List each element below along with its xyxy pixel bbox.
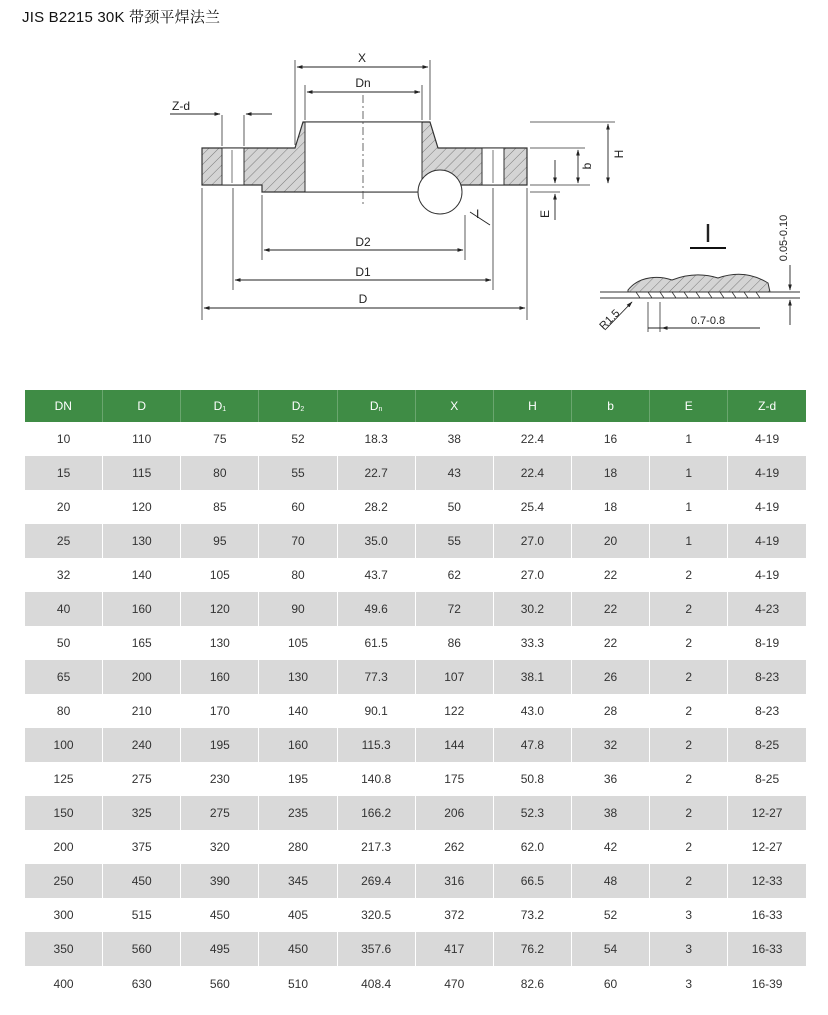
table-cell: 120 <box>103 490 181 524</box>
table-cell: 12-33 <box>728 864 806 898</box>
table-cell: 65 <box>25 660 103 694</box>
table-cell: 16 <box>571 422 649 456</box>
table-cell: 1 <box>650 490 728 524</box>
table-cell: 560 <box>103 932 181 966</box>
table-cell: 195 <box>181 728 259 762</box>
table-cell: 320.5 <box>337 898 415 932</box>
table-cell: 105 <box>181 558 259 592</box>
table-row <box>25 932 807 966</box>
table-cell: 269.4 <box>337 864 415 898</box>
table-cell: 32 <box>25 558 103 592</box>
table-cell: 43 <box>415 456 493 490</box>
table-row <box>25 660 807 694</box>
table-cell: 18.3 <box>337 422 415 456</box>
header-x: X <box>415 390 493 422</box>
table-cell: 495 <box>181 932 259 966</box>
table-cell: 115 <box>103 456 181 490</box>
header-d: D <box>103 390 181 422</box>
table-cell: 61.5 <box>337 626 415 660</box>
table-cell: 230 <box>181 762 259 796</box>
table-cell: 400 <box>25 966 103 1002</box>
table-cell: 72 <box>415 592 493 626</box>
table-cell: 38 <box>415 422 493 456</box>
table-cell: 165 <box>103 626 181 660</box>
table-cell: 150 <box>25 796 103 830</box>
header-dn: DN <box>25 390 103 422</box>
table-cell: 16-39 <box>728 966 806 1002</box>
table-cell: 2 <box>650 558 728 592</box>
table-cell: 130 <box>103 524 181 558</box>
table-cell: 4-19 <box>728 456 806 490</box>
table-row <box>25 490 807 524</box>
dim-d2-label: D2 <box>355 235 371 249</box>
table-cell: 320 <box>181 830 259 864</box>
table-cell: 27.0 <box>493 524 571 558</box>
table-row <box>25 558 807 592</box>
flange-section <box>202 95 527 214</box>
table-cell: 140 <box>103 558 181 592</box>
table-cell: 90 <box>259 592 337 626</box>
table-cell: 47.8 <box>493 728 571 762</box>
table-cell: 60 <box>259 490 337 524</box>
table-cell: 4-19 <box>728 558 806 592</box>
table-cell: 12-27 <box>728 796 806 830</box>
gap-label: 0.05-0.10 <box>778 214 790 262</box>
table-cell: 4-19 <box>728 524 806 558</box>
table-cell: 2 <box>650 660 728 694</box>
dimension-table <box>24 390 806 1002</box>
table-cell: 300 <box>25 898 103 932</box>
table-cell: 52.3 <box>493 796 571 830</box>
table-cell: 22.4 <box>493 456 571 490</box>
table-cell: 4-19 <box>728 490 806 524</box>
table-cell: 86 <box>415 626 493 660</box>
table-cell: 8-23 <box>728 694 806 728</box>
table-cell: 30.2 <box>493 592 571 626</box>
table-cell: 275 <box>103 762 181 796</box>
table-cell: 2 <box>650 864 728 898</box>
table-cell: 52 <box>571 898 649 932</box>
table-row <box>25 456 807 490</box>
dim-h-label: H <box>612 149 626 159</box>
pitch-label: 0.7-0.8 <box>690 315 726 327</box>
table-cell: 8-23 <box>728 660 806 694</box>
table-cell: 1 <box>650 422 728 456</box>
table-cell: 3 <box>650 966 728 1002</box>
table-cell: 125 <box>25 762 103 796</box>
table-cell: 85 <box>181 490 259 524</box>
table-cell: 120 <box>181 592 259 626</box>
table-cell: 22.7 <box>337 456 415 490</box>
table-cell: 50 <box>25 626 103 660</box>
header-e: E <box>650 390 728 422</box>
table-cell: 4-23 <box>728 592 806 626</box>
table-cell: 510 <box>259 966 337 1002</box>
table-cell: 10 <box>25 422 103 456</box>
table-cell: 107 <box>415 660 493 694</box>
table-cell: 55 <box>259 456 337 490</box>
table-cell: 166.2 <box>337 796 415 830</box>
table-cell: 206 <box>415 796 493 830</box>
table-cell: 52 <box>259 422 337 456</box>
table-row <box>25 966 807 1002</box>
table-cell: 275 <box>181 796 259 830</box>
table-cell: 48 <box>571 864 649 898</box>
table-cell: 8-25 <box>728 728 806 762</box>
table-cell: 43.0 <box>493 694 571 728</box>
table-row <box>25 864 807 898</box>
table-cell: 38.1 <box>493 660 571 694</box>
table-cell: 217.3 <box>337 830 415 864</box>
header-dn-bore: $D_n$ <box>337 390 415 422</box>
table-cell: 450 <box>181 898 259 932</box>
table-cell: 350 <box>25 932 103 966</box>
table-cell: 170 <box>181 694 259 728</box>
table-cell: 470 <box>415 966 493 1002</box>
table-cell: 32 <box>571 728 649 762</box>
table-cell: 50 <box>415 490 493 524</box>
table-row <box>25 422 807 456</box>
table-cell: 22 <box>571 558 649 592</box>
detail-i-label: I <box>476 207 480 221</box>
flange-drawing <box>0 40 828 350</box>
table-cell: 35.0 <box>337 524 415 558</box>
table-cell: 70 <box>259 524 337 558</box>
table-cell: 20 <box>25 490 103 524</box>
table-cell: 26 <box>571 660 649 694</box>
table-cell: 95 <box>181 524 259 558</box>
table-cell: 357.6 <box>337 932 415 966</box>
table-cell: 140 <box>259 694 337 728</box>
table-cell: 8-19 <box>728 626 806 660</box>
page-title: JIS B2215 30K 带颈平焊法兰 <box>22 9 221 26</box>
table-cell: 105 <box>259 626 337 660</box>
dim-x-label: X <box>357 51 367 65</box>
table-cell: 115.3 <box>337 728 415 762</box>
table-cell: 76.2 <box>493 932 571 966</box>
detail-view-mark: I <box>704 218 712 248</box>
table-cell: 130 <box>181 626 259 660</box>
dim-e-label: E <box>538 209 552 219</box>
dim-b-label: b <box>580 162 594 170</box>
table-cell: 240 <box>103 728 181 762</box>
table-cell: 280 <box>259 830 337 864</box>
dim-dn-label: Dn <box>355 76 371 90</box>
table-cell: 515 <box>103 898 181 932</box>
table-cell: 25.4 <box>493 490 571 524</box>
header-zd: Z-d <box>728 390 806 422</box>
header-d2: $D_2$ <box>259 390 337 422</box>
table-cell: 372 <box>415 898 493 932</box>
table-cell: 195 <box>259 762 337 796</box>
table-cell: 110 <box>103 422 181 456</box>
table-cell: 235 <box>259 796 337 830</box>
header-h: H <box>493 390 571 422</box>
table-cell: 2 <box>650 694 728 728</box>
table-cell: 16-33 <box>728 932 806 966</box>
table-cell: 2 <box>650 762 728 796</box>
table-cell: 200 <box>103 660 181 694</box>
table-cell: 130 <box>259 660 337 694</box>
table-cell: 2 <box>650 796 728 830</box>
table-cell: 175 <box>415 762 493 796</box>
table-cell: 62 <box>415 558 493 592</box>
table-cell: 160 <box>181 660 259 694</box>
table-cell: 390 <box>181 864 259 898</box>
table-cell: 28.2 <box>337 490 415 524</box>
table-cell: 375 <box>103 830 181 864</box>
table-cell: 40 <box>25 592 103 626</box>
table-cell: 345 <box>259 864 337 898</box>
table-row <box>25 796 807 830</box>
table-cell: 144 <box>415 728 493 762</box>
table-cell: 55 <box>415 524 493 558</box>
table-header-row <box>25 390 807 422</box>
table-cell: 2 <box>650 592 728 626</box>
table-cell: 22 <box>571 626 649 660</box>
table-cell: 18 <box>571 456 649 490</box>
table-cell: 140.8 <box>337 762 415 796</box>
header-b: b <box>571 390 649 422</box>
table-cell: 3 <box>650 932 728 966</box>
table-row <box>25 830 807 864</box>
table-cell: 36 <box>571 762 649 796</box>
table-cell: 1 <box>650 456 728 490</box>
table-cell: 2 <box>650 626 728 660</box>
table-cell: 54 <box>571 932 649 966</box>
table-cell: 43.7 <box>337 558 415 592</box>
radius-label: R1.5 <box>597 307 623 333</box>
table-cell: 200 <box>25 830 103 864</box>
table-cell: 82.6 <box>493 966 571 1002</box>
table-cell: 560 <box>181 966 259 1002</box>
table-row <box>25 762 807 796</box>
table-cell: 20 <box>571 524 649 558</box>
table-cell: 122 <box>415 694 493 728</box>
table-row <box>25 524 807 558</box>
table-cell: 405 <box>259 898 337 932</box>
table-cell: 316 <box>415 864 493 898</box>
table-cell: 4-19 <box>728 422 806 456</box>
table-cell: 630 <box>103 966 181 1002</box>
dim-d-label: D <box>358 292 368 306</box>
table-cell: 49.6 <box>337 592 415 626</box>
table-cell: 33.3 <box>493 626 571 660</box>
header-d1: $D_1$ <box>181 390 259 422</box>
table-cell: 80 <box>259 558 337 592</box>
table-cell: 27.0 <box>493 558 571 592</box>
table-row <box>25 728 807 762</box>
table-row <box>25 592 807 626</box>
table-cell: 50.8 <box>493 762 571 796</box>
table-cell: 1 <box>650 524 728 558</box>
table-cell: 75 <box>181 422 259 456</box>
table-cell: 100 <box>25 728 103 762</box>
table-cell: 210 <box>103 694 181 728</box>
table-cell: 250 <box>25 864 103 898</box>
table-cell: 15 <box>25 456 103 490</box>
table-cell: 66.5 <box>493 864 571 898</box>
table-cell: 450 <box>259 932 337 966</box>
table-row <box>25 898 807 932</box>
table-cell: 8-25 <box>728 762 806 796</box>
table-cell: 90.1 <box>337 694 415 728</box>
table-cell: 408.4 <box>337 966 415 1002</box>
table-cell: 80 <box>25 694 103 728</box>
table-cell: 450 <box>103 864 181 898</box>
table-cell: 60 <box>571 966 649 1002</box>
table-cell: 262 <box>415 830 493 864</box>
table-cell: 160 <box>103 592 181 626</box>
dim-d1-label: D1 <box>355 265 371 279</box>
table-cell: 22 <box>571 592 649 626</box>
table-cell: 2 <box>650 830 728 864</box>
table-cell: 25 <box>25 524 103 558</box>
table-cell: 16-33 <box>728 898 806 932</box>
table-cell: 160 <box>259 728 337 762</box>
table-cell: 417 <box>415 932 493 966</box>
table-row <box>25 694 807 728</box>
table-cell: 12-27 <box>728 830 806 864</box>
table-cell: 28 <box>571 694 649 728</box>
table-cell: 38 <box>571 796 649 830</box>
table-cell: 3 <box>650 898 728 932</box>
table-cell: 22.4 <box>493 422 571 456</box>
table-cell: 2 <box>650 728 728 762</box>
table-cell: 80 <box>181 456 259 490</box>
table-cell: 18 <box>571 490 649 524</box>
table-cell: 62.0 <box>493 830 571 864</box>
table-cell: 42 <box>571 830 649 864</box>
table-row <box>25 626 807 660</box>
table-cell: 77.3 <box>337 660 415 694</box>
dim-zd-label: Z-d <box>172 99 190 113</box>
table-cell: 73.2 <box>493 898 571 932</box>
table-cell: 325 <box>103 796 181 830</box>
